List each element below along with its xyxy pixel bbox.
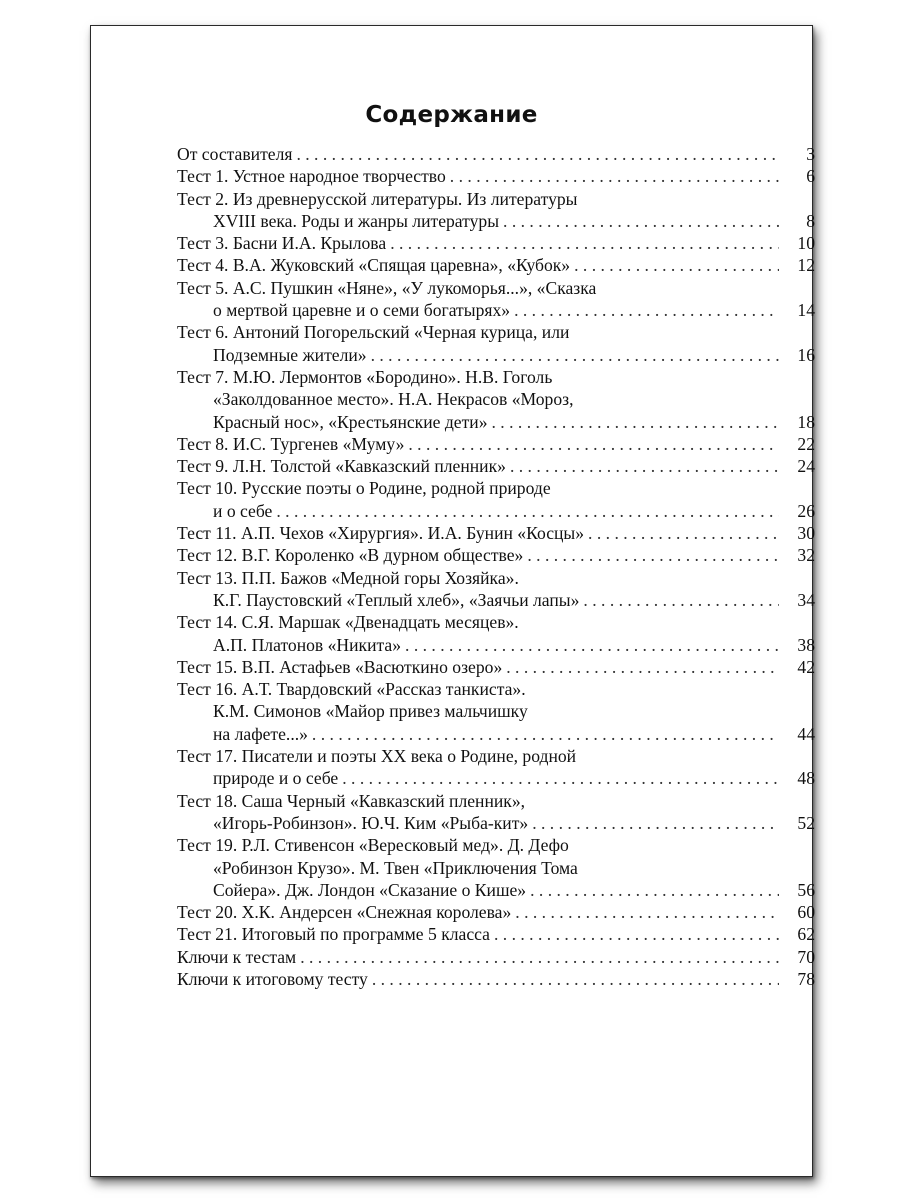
dot-leader [408, 433, 779, 455]
toc-line [177, 767, 815, 789]
toc-entry-title: Тест 16. А.Т. Твардовский «Рассказ танкиста». [177, 679, 526, 700]
toc-line [177, 433, 815, 455]
dot-leader [492, 411, 780, 433]
toc-line [177, 946, 815, 968]
table-of-contents [177, 143, 815, 990]
toc-entry [177, 901, 815, 923]
toc-line [177, 968, 815, 990]
toc-entry-title: природе и о себе [213, 768, 339, 789]
dot-leader [405, 634, 779, 656]
toc-line [177, 165, 815, 187]
toc-entry-title: Подземные жители» [213, 344, 367, 365]
toc-line [177, 544, 815, 566]
toc-line [177, 879, 815, 901]
toc-line [177, 411, 815, 433]
dot-leader [276, 500, 779, 522]
toc-entry-title: Тест 17. Писатели и поэты XX века о Родине, родной [177, 746, 577, 767]
toc-entry [177, 165, 815, 187]
toc-line [177, 277, 815, 299]
dot-leader [532, 812, 779, 834]
toc-page-number: 3 [806, 144, 815, 164]
toc-entry-title: Тест 6. Антоний Погорельский «Черная курица, или [177, 322, 570, 343]
toc-line [177, 455, 815, 477]
toc-entry-title: Тест 2. Из древнерусской литературы. Из литературы [177, 188, 578, 209]
toc-entry-title: и о себе [213, 500, 273, 521]
toc-entry-title: о мертвой царевне и о семи богатырях» [213, 300, 511, 321]
toc-entry [177, 522, 815, 544]
toc-entry-title: К.Г. Паустовский «Теплый хлеб», «Заячьи лапы» [213, 589, 580, 610]
toc-entry [177, 656, 815, 678]
toc-entry-title: Тест 11. А.П. Чехов «Хирургия». И.А. Бунин «Косцы» [177, 523, 585, 544]
toc-entry [177, 567, 815, 612]
toc-line [177, 344, 815, 366]
toc-line [177, 567, 815, 589]
dot-leader [296, 143, 779, 165]
toc-entry-title: XVIII века. Роды и жанры литературы [213, 210, 500, 231]
toc-line [177, 321, 815, 343]
toc-page-number: 12 [797, 255, 815, 276]
dot-leader [515, 901, 779, 923]
toc-line [177, 254, 815, 276]
dot-leader [588, 522, 779, 544]
toc-page-number: 14 [797, 300, 815, 321]
toc-entry-title: «Заколдованное место». Н.А. Некрасов «Мороз, [213, 389, 574, 410]
toc-page-number: 44 [797, 723, 815, 744]
toc-page-number: 42 [797, 656, 815, 677]
toc-page-number: 52 [797, 812, 815, 833]
toc-page-number: 38 [797, 634, 815, 655]
dot-leader [450, 165, 779, 187]
toc-entry [177, 254, 815, 276]
toc-line [177, 745, 815, 767]
toc-entry [177, 143, 815, 165]
toc-entry-title: Тест 21. Итоговый по программе 5 класса [177, 924, 490, 945]
toc-page-number: 8 [806, 210, 815, 231]
toc-entry-title: Тест 5. А.С. Пушкин «Няне», «У лукоморья...», «Сказка [177, 277, 597, 298]
toc-line [177, 700, 815, 722]
toc-page-number: 70 [797, 946, 815, 967]
toc-entry-title: Ключи к итоговому тесту [177, 968, 368, 989]
toc-entry [177, 678, 815, 745]
toc-line [177, 366, 815, 388]
toc-entry-title: Тест 4. В.А. Жуковский «Спящая царевна», «Кубок» [177, 255, 571, 276]
dot-leader [371, 344, 779, 366]
toc-page-number: 24 [797, 456, 815, 477]
dot-leader [530, 879, 779, 901]
toc-entry-title: Тест 13. П.П. Бажов «Медной горы Хозяйка». [177, 567, 519, 588]
toc-entry-title: Ключи к тестам [177, 946, 297, 967]
toc-entry-title: Тест 3. Басни И.А. Крылова [177, 233, 387, 254]
toc-page-number: 62 [797, 924, 815, 945]
toc-line [177, 723, 815, 745]
toc-line [177, 656, 815, 678]
dot-leader [300, 946, 779, 968]
toc-line [177, 790, 815, 812]
book-page [90, 25, 813, 1177]
toc-entry-title: «Робинзон Крузо». М. Твен «Приключения Тома [213, 857, 578, 878]
toc-entry-title: От составителя [177, 144, 293, 164]
toc-entry-title: Тест 14. С.Я. Маршак «Двенадцать месяцев». [177, 612, 519, 633]
dot-leader [390, 232, 779, 254]
toc-page-number: 60 [797, 902, 815, 923]
toc-page-number: 22 [797, 433, 815, 454]
toc-line [177, 812, 815, 834]
toc-line [177, 477, 815, 499]
dot-leader [583, 589, 779, 611]
dot-leader [312, 723, 779, 745]
toc-entry [177, 232, 815, 254]
dot-leader [510, 455, 779, 477]
toc-line [177, 388, 815, 410]
toc-entry-title: «Игорь-Робинзон». Ю.Ч. Ким «Рыба-кит» [213, 812, 529, 833]
toc-entry [177, 745, 815, 790]
dot-leader [503, 210, 779, 232]
dot-leader [372, 968, 779, 990]
dot-leader [494, 923, 779, 945]
toc-line [177, 901, 815, 923]
toc-page-number: 32 [797, 545, 815, 566]
toc-page-number: 34 [797, 589, 815, 610]
toc-page-number: 16 [797, 344, 815, 365]
toc-line [177, 210, 815, 232]
toc-line [177, 299, 815, 321]
toc-entry-title: Тест 9. Л.Н. Толстой «Кавказский пленник» [177, 456, 506, 477]
toc-line [177, 500, 815, 522]
toc-entry [177, 946, 815, 968]
toc-page-number: 26 [797, 500, 815, 521]
toc-entry-title: Сойера». Дж. Лондон «Сказание о Кише» [213, 879, 527, 900]
toc-entry-title: К.М. Симонов «Майор привез мальчишку [213, 701, 528, 722]
page-title: Содержание [365, 102, 538, 128]
toc-page-number: 18 [797, 411, 815, 432]
toc-line [177, 634, 815, 656]
toc-page-number: 56 [797, 879, 815, 900]
dot-leader [527, 544, 779, 566]
toc-entry [177, 611, 815, 656]
toc-entry-title: Тест 7. М.Ю. Лермонтов «Бородино». Н.В. Гоголь [177, 366, 553, 387]
toc-page-number: 30 [797, 523, 815, 544]
toc-entry [177, 455, 815, 477]
toc-entry-title: А.П. Платонов «Никита» [213, 634, 402, 655]
toc-line [177, 232, 815, 254]
toc-entry-title: Тест 18. Саша Черный «Кавказский пленник», [177, 790, 526, 811]
toc-line [177, 857, 815, 879]
toc-entry [177, 477, 815, 522]
toc-entry-title: Тест 20. Х.К. Андерсен «Снежная королева» [177, 902, 512, 923]
toc-entry-title: Красный нос», «Крестьянские дети» [213, 411, 488, 432]
toc-entry [177, 834, 815, 901]
dot-leader [506, 656, 779, 678]
toc-entry-title: Тест 15. В.П. Астафьев «Васюткино озеро» [177, 656, 503, 677]
toc-entry-title: Тест 12. В.Г. Короленко «В дурном обществе» [177, 545, 524, 566]
toc-line [177, 678, 815, 700]
toc-line [177, 522, 815, 544]
toc-line [177, 188, 815, 210]
toc-line [177, 611, 815, 633]
toc-page-number: 6 [806, 166, 815, 187]
dot-leader [514, 299, 779, 321]
toc-entry [177, 321, 815, 366]
toc-line [177, 589, 815, 611]
toc-entry [177, 923, 815, 945]
toc-page-number: 48 [797, 768, 815, 789]
toc-entry [177, 544, 815, 566]
toc-entry-title: Тест 19. Р.Л. Стивенсон «Вересковый мед». Д. Дефо [177, 835, 569, 856]
toc-line [177, 923, 815, 945]
toc-entry [177, 790, 815, 835]
toc-entry-title: Тест 10. Русские поэты о Родине, родной природе [177, 478, 551, 499]
toc-page-number: 78 [797, 968, 815, 989]
toc-entry [177, 366, 815, 433]
toc-entry [177, 968, 815, 990]
toc-entry [177, 433, 815, 455]
toc-entry-title: Тест 1. Устное народное творчество [177, 166, 446, 187]
dot-leader [342, 767, 779, 789]
toc-entry-title: Тест 8. И.С. Тургенев «Муму» [177, 433, 405, 454]
toc-entry-title: на лафете...» [213, 723, 308, 744]
toc-page-number: 10 [797, 233, 815, 254]
toc-entry [177, 277, 815, 322]
toc-line [177, 143, 815, 165]
toc-entry [177, 188, 815, 233]
dot-leader [574, 254, 779, 276]
toc-line [177, 834, 815, 856]
